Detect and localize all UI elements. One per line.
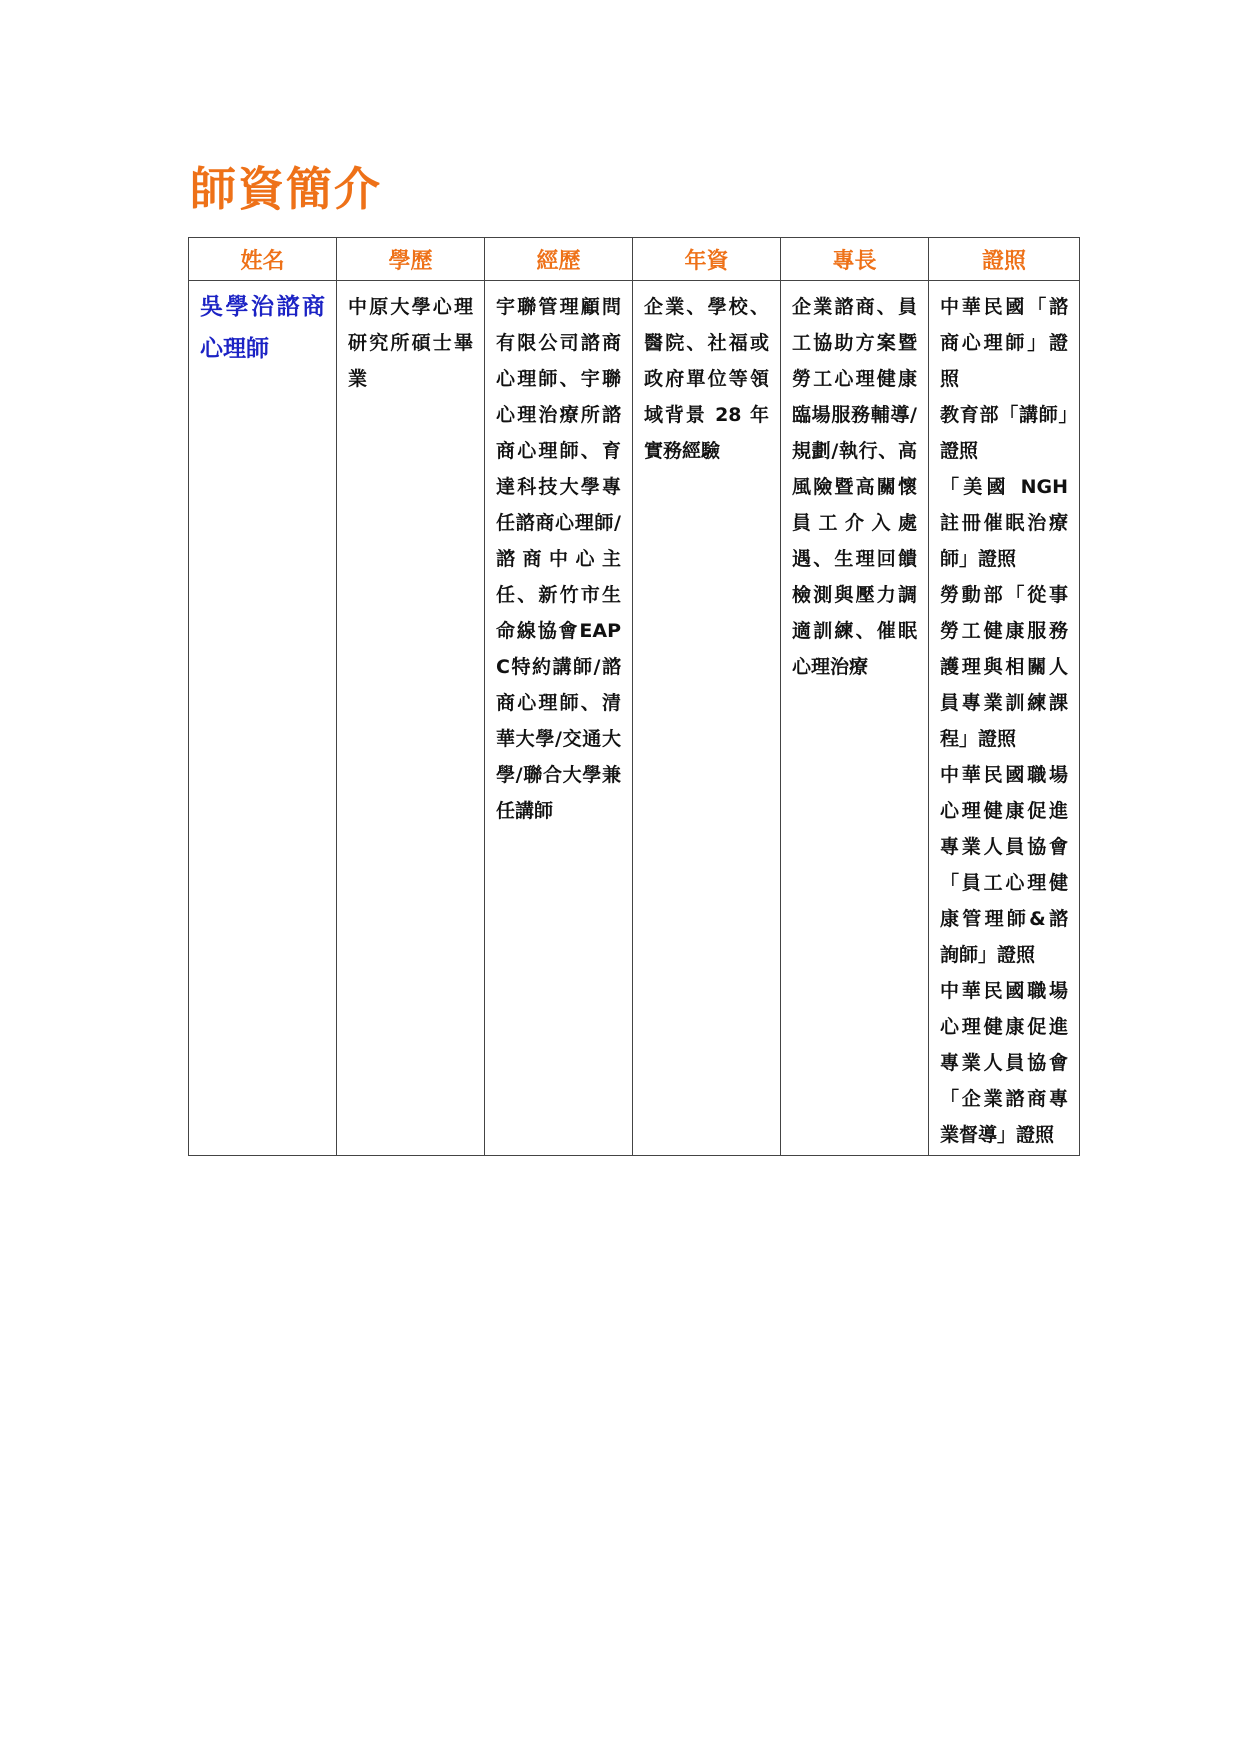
education-cell: 中原大學心理研究所碩士畢業 [337,281,485,1156]
page-title: 師資簡介 [190,162,382,216]
header-name: 姓名 [189,238,337,281]
header-certifications: 證照 [929,238,1080,281]
certification-item: 勞動部「從事勞工健康服務護理與相關人員專業訓練課程」證照 [940,584,1068,750]
instructor-table [188,237,1080,1156]
certifications-cell [929,281,1080,1156]
table-row [189,281,1080,1156]
header-expertise: 專長 [781,238,929,281]
header-seniority: 年資 [633,238,781,281]
instructor-name: 吳學治諮商心理師 [189,281,337,1156]
seniority-cell: 企業、學校、醫院、社福或政府單位等領域背景 28 年實務經驗 [633,281,781,1156]
experience-cell: 宇聯管理顧問有限公司諮商心理師、宇聯心理治療所諮商心理師、育達科技大學專任諮商心理師/諮商中心主任、新竹市生命線協會EAPC特約講師/諮商心理師、清華大學/交通大學/聯合大學兼任講師 [485,281,633,1156]
table-header-row [189,238,1080,281]
certification-item: 中華民國職場心理健康促進專業人員協會「企業諮商專業督導」證照 [940,980,1068,1146]
certification-item: 「美國 NGH 註冊催眠治療師」證照 [940,476,1068,570]
certification-item: 中華民國「諮商心理師」證照 [940,296,1068,390]
certification-item: 中華民國職場心理健康促進專業人員協會「員工心理健康管理師&諮詢師」證照 [940,764,1068,966]
header-education: 學歷 [337,238,485,281]
certification-item: 教育部「講師」證照 [940,404,1068,462]
expertise-cell: 企業諮商、員工協助方案暨勞工心理健康臨場服務輔導/規劃/執行、高風險暨高關懷員工介入處遇、生理回饋檢測與壓力調適訓練、催眠心理治療 [781,281,929,1156]
header-experience: 經歷 [485,238,633,281]
